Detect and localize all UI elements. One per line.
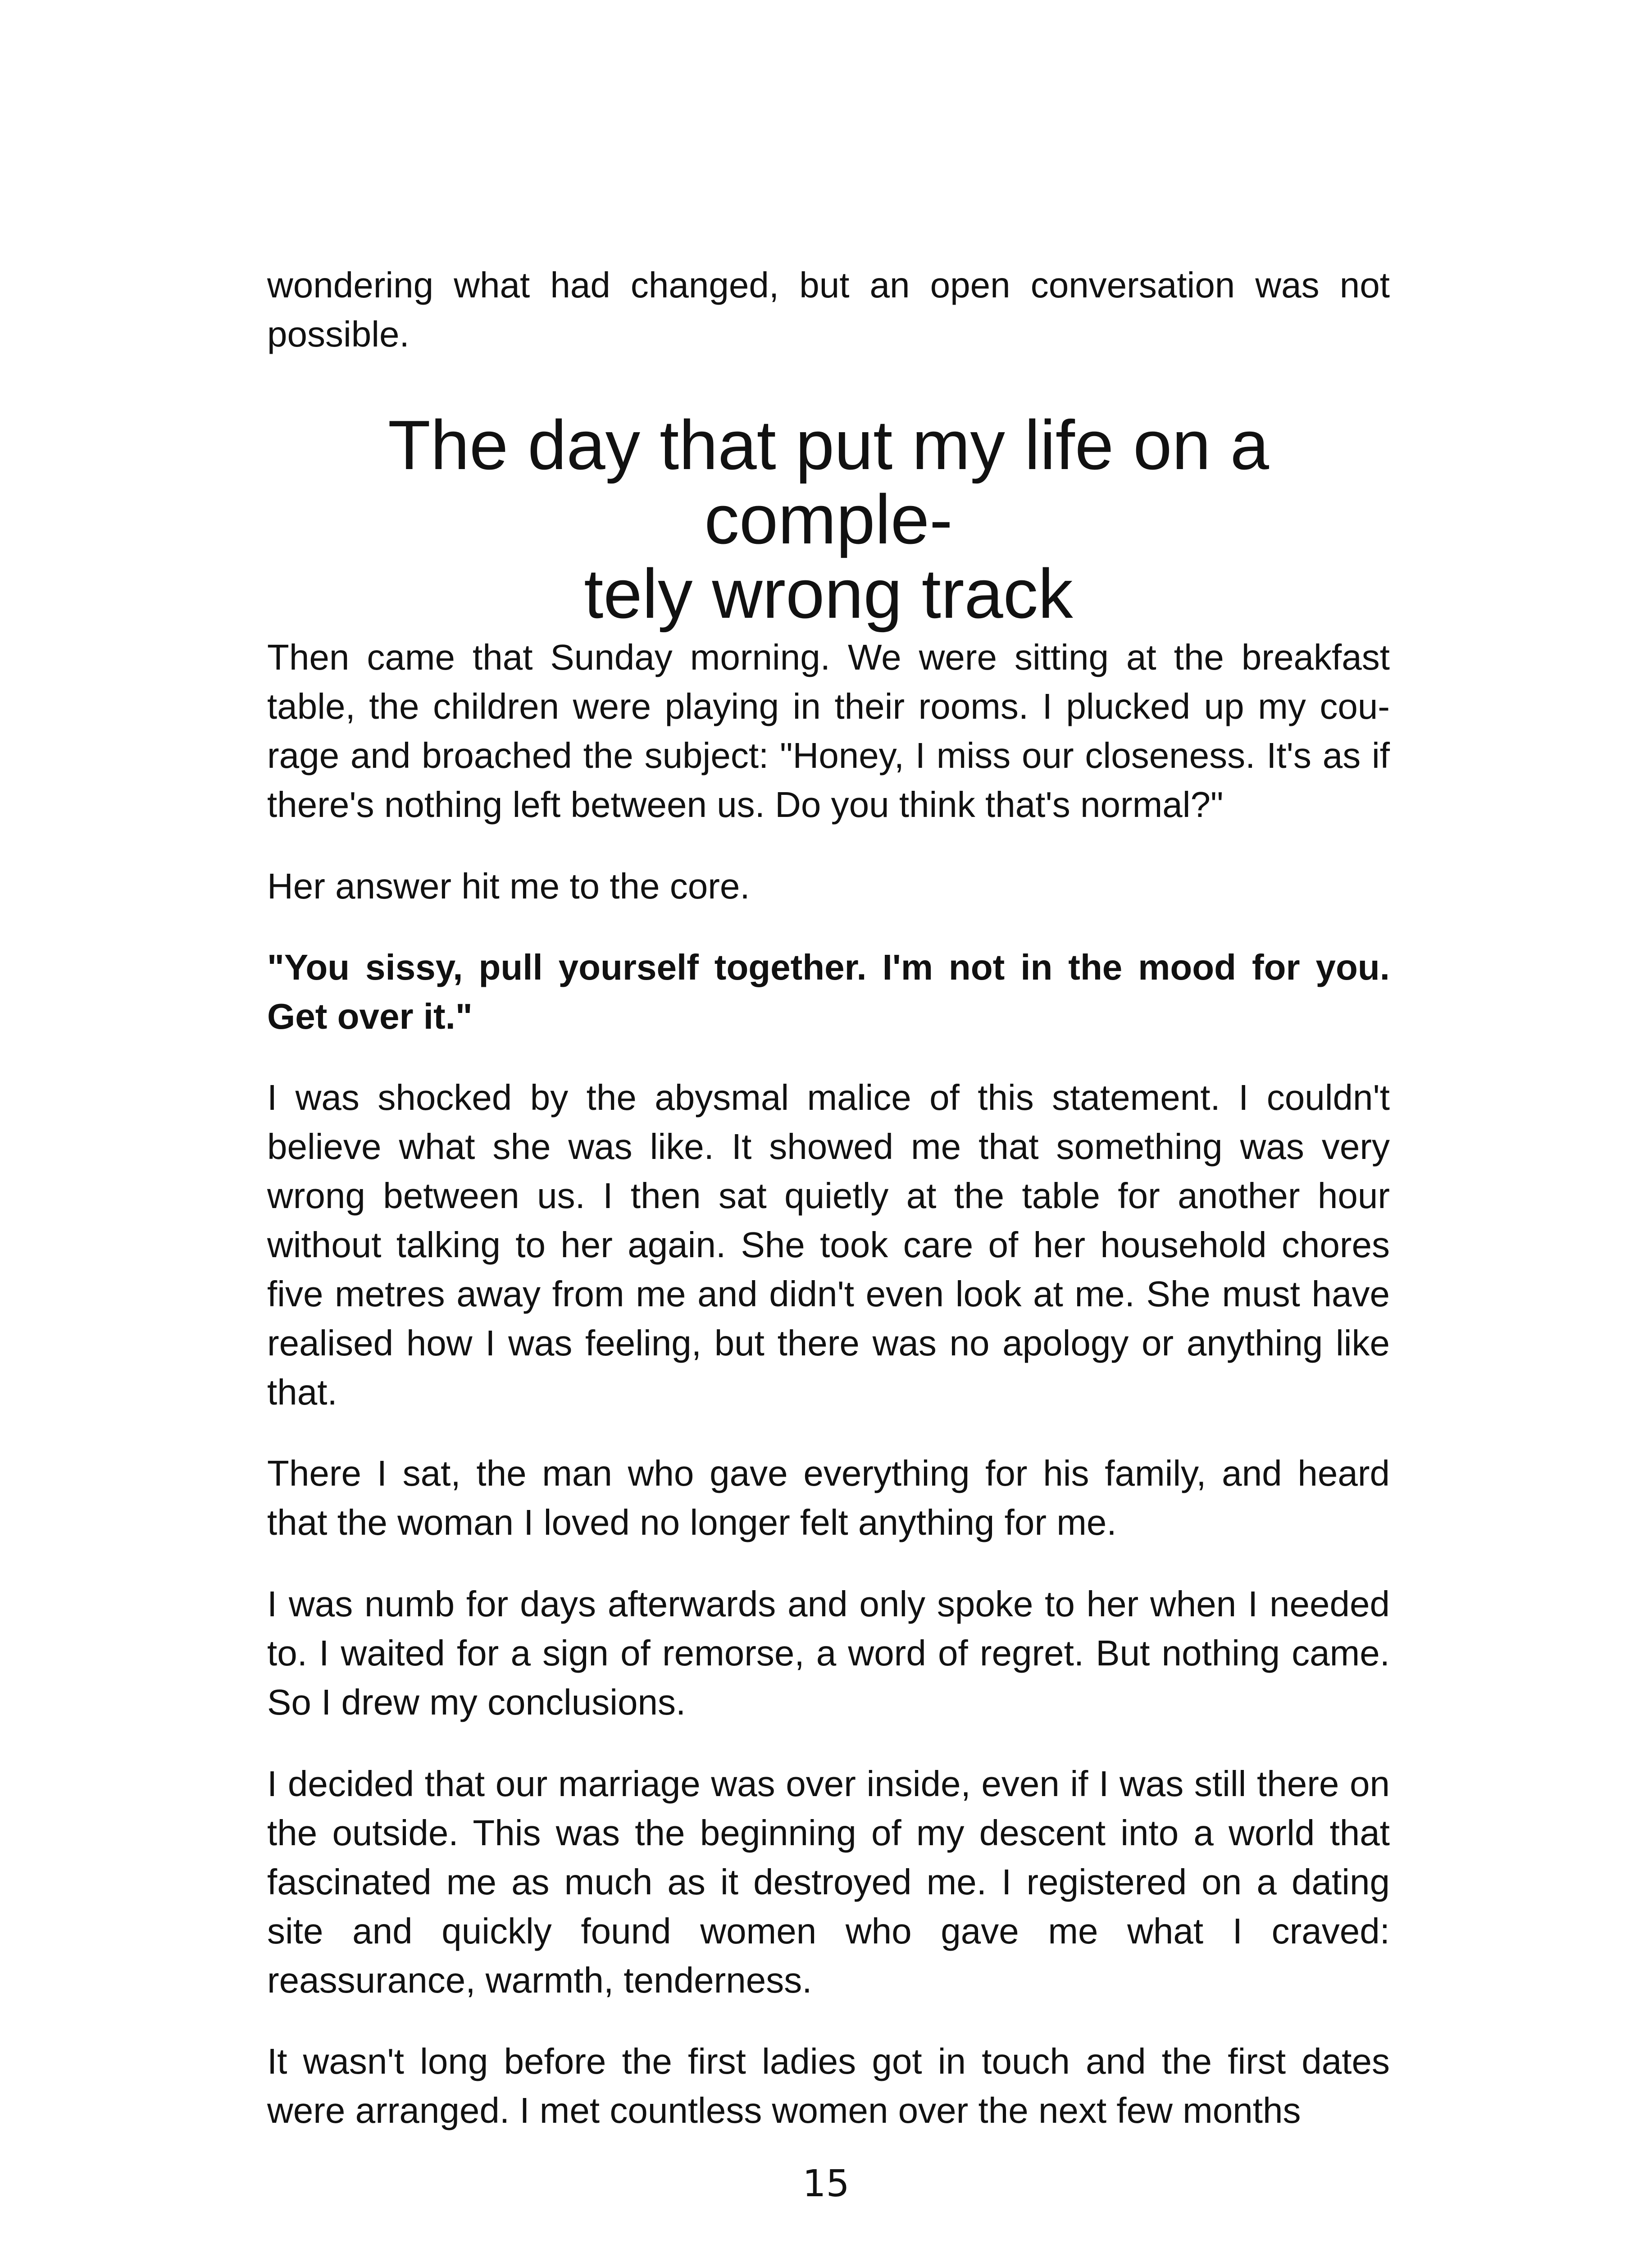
paragraph-first-dates: It wasn't long before the first ladies got in touch and the first dates were arranged. I met countless women over the next few months [267,2041,1390,2130]
chapter-heading [267,408,1390,631]
continuation-paragraph: wondering what had changed, but an open conversation was not possible. [267,265,1390,354]
paragraph-sunday-morning: Then came that Sunday morning. We were sitting at the breakfast table, the children were playing in their rooms. I plucked up my cou-rage and broached the subject: "Honey, I miss our closeness. It's as if there's nothing left between us. Do you think that's normal?" [267,637,1390,825]
paragraph-quote-bold: "You sissy, pull yourself together. I'm not in the mood for you. Get over it." [267,947,1390,1036]
paragraph-there-i-sat: There I sat, the man who gave everything for his family, and heard that the woman I loved no longer felt anything for me. [267,1453,1390,1542]
paragraph-shocked: I was shocked by the abysmal malice of this statement. I couldn't believe what she was like. It showed me that something was very wrong between us. I then sat quietly at the table for another hour without talking to her again. She took care of her household chores five metres away from me and didn't even look at me. She must have realised how I was feeling, but there was no apology or anything like that. [267,1077,1390,1412]
paragraph-her-answer: Her answer hit me to the core. [267,866,750,906]
page-number: 15 [802,2162,850,2205]
paragraph-marriage-over: I decided that our marriage was over inside, even if I was still there on the outside. This was the beginning of my descent into a world that fascinated me as much as it destroyed me. I registered on a dating site and quickly found women who gave me what I craved: reassurance, warmth, tenderness. [267,1764,1390,2000]
paragraph-numb-for-days: I was numb for days afterwards and only spoke to her when I needed to. I waited for a sign of remorse, a word of regret. But nothing came. So I drew my conclusions. [267,1584,1390,1722]
chapter-heading-line-2: tely wrong track [584,555,1073,633]
chapter-heading-line-1: The day that put my life on a comple- [388,406,1269,558]
